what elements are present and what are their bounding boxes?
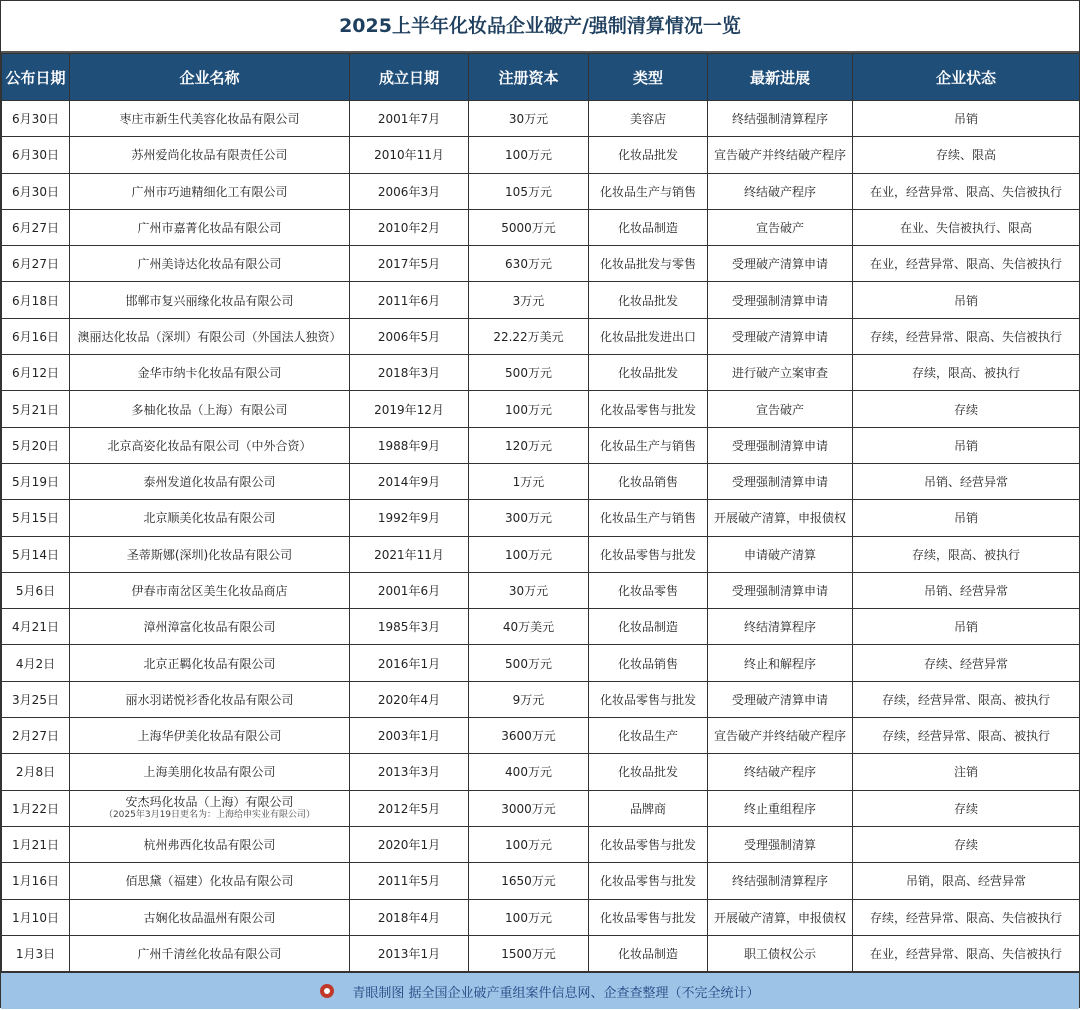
cell-company-name: 杭州弗西化妆品有限公司 — [70, 826, 350, 862]
cell-company-name: 广州市巧迪精细化工有限公司 — [70, 173, 350, 209]
cell-latest-progress: 终结破产程序 — [708, 754, 853, 790]
cell-registered-capital: 300万元 — [469, 500, 589, 536]
table-row — [2, 318, 1080, 354]
bankruptcy-table — [1, 53, 1080, 972]
cell-company-name: 广州千清丝化妆品有限公司 — [70, 935, 350, 971]
column-header-company-status: 企业状态 — [853, 54, 1080, 101]
table-header-row — [2, 54, 1080, 101]
cell-type: 化妆品零售 — [589, 572, 708, 608]
cell-latest-progress: 进行破产立案审查 — [708, 355, 853, 391]
cell-latest-progress: 终结强制清算程序 — [708, 863, 853, 899]
table-row — [2, 500, 1080, 536]
cell-company-status: 注销 — [853, 754, 1080, 790]
cell-type: 化妆品批发与零售 — [589, 246, 708, 282]
cell-company-name: 苏州爱尚化妆品有限责任公司 — [70, 137, 350, 173]
cell-latest-progress: 受理破产清算申请 — [708, 246, 853, 282]
table-row — [2, 101, 1080, 137]
cell-company-name: 多柚化妆品（上海）有限公司 — [70, 391, 350, 427]
cell-latest-progress: 申请破产清算 — [708, 536, 853, 572]
table-row — [2, 391, 1080, 427]
cell-publish-date: 5月15日 — [2, 500, 70, 536]
page-title: 2025上半年化妆品企业破产/强制清算情况一览 — [1, 1, 1079, 53]
cell-publish-date: 1月21日 — [2, 826, 70, 862]
cell-company-name: 泰州发道化妆品有限公司 — [70, 463, 350, 499]
qingyan-logo-icon — [320, 984, 334, 998]
cell-publish-date: 6月18日 — [2, 282, 70, 318]
cell-founded-date: 2010年2月 — [350, 209, 469, 245]
table-row — [2, 572, 1080, 608]
cell-founded-date: 2013年3月 — [350, 754, 469, 790]
cell-company-status: 在业、失信被执行、限高 — [853, 209, 1080, 245]
cell-publish-date: 3月25日 — [2, 681, 70, 717]
column-header-registered-capital: 注册资本 — [469, 54, 589, 101]
cell-company-status: 吊销 — [853, 427, 1080, 463]
cell-publish-date: 6月30日 — [2, 101, 70, 137]
cell-type: 化妆品制造 — [589, 935, 708, 971]
cell-type: 化妆品生产与销售 — [589, 427, 708, 463]
cell-latest-progress: 受理强制清算申请 — [708, 282, 853, 318]
cell-publish-date: 5月19日 — [2, 463, 70, 499]
cell-founded-date: 2018年4月 — [350, 899, 469, 935]
cell-company-status: 存续 — [853, 790, 1080, 826]
cell-registered-capital: 30万元 — [469, 101, 589, 137]
cell-publish-date: 6月30日 — [2, 173, 70, 209]
cell-registered-capital: 5000万元 — [469, 209, 589, 245]
cell-latest-progress: 终结强制清算程序 — [708, 101, 853, 137]
cell-company-name: 邯郸市复兴丽缘化妆品有限公司 — [70, 282, 350, 318]
cell-company-name: 漳州漳富化妆品有限公司 — [70, 609, 350, 645]
cell-publish-date: 5月20日 — [2, 427, 70, 463]
cell-registered-capital: 100万元 — [469, 536, 589, 572]
cell-type: 化妆品零售与批发 — [589, 391, 708, 427]
cell-registered-capital: 100万元 — [469, 899, 589, 935]
cell-company-status: 存续，经营异常、限高、失信被执行 — [853, 318, 1080, 354]
cell-company-name: 澳丽达化妆品（深圳）有限公司（外国法人独资） — [70, 318, 350, 354]
cell-founded-date: 2016年1月 — [350, 645, 469, 681]
cell-registered-capital: 100万元 — [469, 391, 589, 427]
table-row — [2, 754, 1080, 790]
table-row — [2, 645, 1080, 681]
cell-company-status: 存续，经营异常、限高、被执行 — [853, 718, 1080, 754]
cell-company-status: 在业，经营异常、限高、失信被执行 — [853, 173, 1080, 209]
cell-founded-date: 2021年11月 — [350, 536, 469, 572]
cell-company-name: 北京高姿化妆品有限公司（中外合资） — [70, 427, 350, 463]
table-row — [2, 790, 1080, 826]
cell-company-status: 吊销 — [853, 609, 1080, 645]
table-row — [2, 355, 1080, 391]
cell-publish-date: 6月12日 — [2, 355, 70, 391]
cell-latest-progress: 受理破产清算申请 — [708, 318, 853, 354]
cell-type: 化妆品生产与销售 — [589, 173, 708, 209]
cell-latest-progress: 职工债权公示 — [708, 935, 853, 971]
cell-publish-date: 1月10日 — [2, 899, 70, 935]
cell-registered-capital: 30万元 — [469, 572, 589, 608]
cell-company-status: 存续 — [853, 826, 1080, 862]
rename-note: （2025年3月19日更名为：上海给申实业有限公司） — [103, 810, 316, 821]
table-row — [2, 173, 1080, 209]
cell-type: 化妆品批发 — [589, 355, 708, 391]
cell-founded-date: 2019年12月 — [350, 391, 469, 427]
cell-company-status: 存续，限高、被执行 — [853, 536, 1080, 572]
cell-company-name: 古娴化妆品温州有限公司 — [70, 899, 350, 935]
cell-publish-date: 1月22日 — [2, 790, 70, 826]
footer — [1, 972, 1079, 1009]
table-row — [2, 246, 1080, 282]
cell-founded-date: 2017年5月 — [350, 246, 469, 282]
cell-publish-date: 6月27日 — [2, 246, 70, 282]
cell-type: 美容店 — [589, 101, 708, 137]
cell-founded-date: 2020年1月 — [350, 826, 469, 862]
cell-type: 化妆品零售与批发 — [589, 536, 708, 572]
cell-founded-date: 2001年7月 — [350, 101, 469, 137]
cell-company-status: 吊销 — [853, 500, 1080, 536]
cell-latest-progress: 受理强制清算申请 — [708, 463, 853, 499]
cell-founded-date: 2003年1月 — [350, 718, 469, 754]
cell-type: 化妆品销售 — [589, 463, 708, 499]
cell-registered-capital: 630万元 — [469, 246, 589, 282]
cell-latest-progress: 宣告破产并终结破产程序 — [708, 718, 853, 754]
cell-publish-date: 1月16日 — [2, 863, 70, 899]
table-row — [2, 536, 1080, 572]
cell-type: 化妆品零售与批发 — [589, 863, 708, 899]
cell-founded-date: 2018年3月 — [350, 355, 469, 391]
cell-company-status: 在业，经营异常、限高、失信被执行 — [853, 935, 1080, 971]
cell-registered-capital: 100万元 — [469, 826, 589, 862]
cell-publish-date: 2月8日 — [2, 754, 70, 790]
cell-founded-date: 1992年9月 — [350, 500, 469, 536]
cell-registered-capital: 120万元 — [469, 427, 589, 463]
cell-founded-date: 1988年9月 — [350, 427, 469, 463]
cell-company-status: 在业，经营异常、限高、失信被执行 — [853, 246, 1080, 282]
table-row — [2, 209, 1080, 245]
cell-publish-date: 2月27日 — [2, 718, 70, 754]
cell-latest-progress: 宣告破产并终结破产程序 — [708, 137, 853, 173]
cell-publish-date: 5月6日 — [2, 572, 70, 608]
cell-company-status: 存续、经营异常 — [853, 645, 1080, 681]
table-row — [2, 463, 1080, 499]
cell-company-name: 枣庄市新生代美容化妆品有限公司 — [70, 101, 350, 137]
cell-registered-capital: 400万元 — [469, 754, 589, 790]
company-name-text: 安杰玛化妆品（上海）有限公司 — [125, 795, 294, 810]
cell-company-name: 佰思黛（福建）化妆品有限公司 — [70, 863, 350, 899]
cell-company-name — [70, 790, 350, 826]
cell-company-status: 存续、限高 — [853, 137, 1080, 173]
column-header-founded-date: 成立日期 — [350, 54, 469, 101]
cell-company-status: 存续，限高、被执行 — [853, 355, 1080, 391]
cell-company-status: 吊销、经营异常 — [853, 463, 1080, 499]
cell-company-name: 圣蒂斯娜(深圳)化妆品有限公司 — [70, 536, 350, 572]
cell-latest-progress: 受理强制清算申请 — [708, 427, 853, 463]
cell-type: 品牌商 — [589, 790, 708, 826]
cell-company-status: 吊销，限高、经营异常 — [853, 863, 1080, 899]
cell-publish-date: 5月14日 — [2, 536, 70, 572]
cell-type: 化妆品生产 — [589, 718, 708, 754]
cell-founded-date: 2001年6月 — [350, 572, 469, 608]
table-row — [2, 899, 1080, 935]
table-row — [2, 609, 1080, 645]
cell-registered-capital: 1650万元 — [469, 863, 589, 899]
cell-company-status: 存续，经营异常、限高、失信被执行 — [853, 899, 1080, 935]
cell-publish-date: 6月27日 — [2, 209, 70, 245]
cell-registered-capital: 100万元 — [469, 137, 589, 173]
cell-latest-progress: 终止重组程序 — [708, 790, 853, 826]
table-row — [2, 935, 1080, 971]
cell-founded-date: 2006年3月 — [350, 173, 469, 209]
cell-publish-date: 4月21日 — [2, 609, 70, 645]
cell-publish-date: 5月21日 — [2, 391, 70, 427]
cell-company-status: 存续 — [853, 391, 1080, 427]
table-row — [2, 718, 1080, 754]
cell-latest-progress: 终结破产程序 — [708, 173, 853, 209]
cell-registered-capital: 3000万元 — [469, 790, 589, 826]
cell-latest-progress: 宣告破产 — [708, 391, 853, 427]
cell-company-name: 伊春市南岔区美生化妆品商店 — [70, 572, 350, 608]
cell-publish-date: 4月2日 — [2, 645, 70, 681]
cell-company-status: 吊销 — [853, 282, 1080, 318]
cell-company-name: 上海华伊美化妆品有限公司 — [70, 718, 350, 754]
cell-type: 化妆品批发 — [589, 282, 708, 318]
cell-type: 化妆品零售与批发 — [589, 681, 708, 717]
cell-publish-date: 6月16日 — [2, 318, 70, 354]
cell-latest-progress: 开展破产清算，申报债权 — [708, 899, 853, 935]
cell-company-name: 丽水羽诺悦衫香化妆品有限公司 — [70, 681, 350, 717]
column-header-publish-date: 公布日期 — [2, 54, 70, 101]
cell-type: 化妆品零售与批发 — [589, 826, 708, 862]
cell-publish-date: 1月3日 — [2, 935, 70, 971]
column-header-company-name: 企业名称 — [70, 54, 350, 101]
cell-founded-date: 2020年4月 — [350, 681, 469, 717]
cell-registered-capital: 1500万元 — [469, 935, 589, 971]
table-row — [2, 137, 1080, 173]
cell-registered-capital: 9万元 — [469, 681, 589, 717]
cell-company-name: 广州市嘉菁化妆品有限公司 — [70, 209, 350, 245]
cell-founded-date: 1985年3月 — [350, 609, 469, 645]
cell-type: 化妆品生产与销售 — [589, 500, 708, 536]
cell-founded-date: 2011年5月 — [350, 863, 469, 899]
cell-latest-progress: 受理强制清算 — [708, 826, 853, 862]
cell-latest-progress: 终结清算程序 — [708, 609, 853, 645]
cell-latest-progress: 开展破产清算，申报债权 — [708, 500, 853, 536]
cell-type: 化妆品批发进出口 — [589, 318, 708, 354]
cell-latest-progress: 受理强制清算申请 — [708, 572, 853, 608]
cell-type: 化妆品制造 — [589, 609, 708, 645]
footer-source: 青眼制图 据全国企业破产重组案件信息网、企查查整理（不完全统计） — [352, 985, 760, 1001]
cell-type: 化妆品批发 — [589, 754, 708, 790]
cell-type: 化妆品零售与批发 — [589, 899, 708, 935]
column-header-latest-progress: 最新进展 — [708, 54, 853, 101]
cell-type: 化妆品批发 — [589, 137, 708, 173]
table-row — [2, 863, 1080, 899]
cell-company-name: 金华市纳卡化妆品有限公司 — [70, 355, 350, 391]
cell-registered-capital: 1万元 — [469, 463, 589, 499]
cell-latest-progress: 宣告破产 — [708, 209, 853, 245]
cell-company-name: 北京顺美化妆品有限公司 — [70, 500, 350, 536]
cell-company-name: 上海美朋化妆品有限公司 — [70, 754, 350, 790]
cell-registered-capital: 105万元 — [469, 173, 589, 209]
column-header-type: 类型 — [589, 54, 708, 101]
cell-founded-date: 2011年6月 — [350, 282, 469, 318]
cell-registered-capital: 3万元 — [469, 282, 589, 318]
table-row — [2, 427, 1080, 463]
cell-company-status: 存续，经营异常、限高、被执行 — [853, 681, 1080, 717]
cell-founded-date: 2006年5月 — [350, 318, 469, 354]
cell-company-status: 吊销、经营异常 — [853, 572, 1080, 608]
cell-founded-date: 2012年5月 — [350, 790, 469, 826]
cell-founded-date: 2014年9月 — [350, 463, 469, 499]
cell-company-name: 北京正羁化妆品有限公司 — [70, 645, 350, 681]
table-row — [2, 826, 1080, 862]
table-row — [2, 282, 1080, 318]
cell-registered-capital: 500万元 — [469, 355, 589, 391]
cell-registered-capital: 40万美元 — [469, 609, 589, 645]
cell-founded-date: 2010年11月 — [350, 137, 469, 173]
cell-registered-capital: 500万元 — [469, 645, 589, 681]
cell-type: 化妆品销售 — [589, 645, 708, 681]
cell-company-name: 广州美诗达化妆品有限公司 — [70, 246, 350, 282]
table-row — [2, 681, 1080, 717]
cell-latest-progress: 受理破产清算申请 — [708, 681, 853, 717]
cell-company-status: 吊销 — [853, 101, 1080, 137]
cell-type: 化妆品制造 — [589, 209, 708, 245]
cell-publish-date: 6月30日 — [2, 137, 70, 173]
cell-registered-capital: 3600万元 — [469, 718, 589, 754]
cell-founded-date: 2013年1月 — [350, 935, 469, 971]
cell-registered-capital: 22.22万美元 — [469, 318, 589, 354]
cell-latest-progress: 终止和解程序 — [708, 645, 853, 681]
